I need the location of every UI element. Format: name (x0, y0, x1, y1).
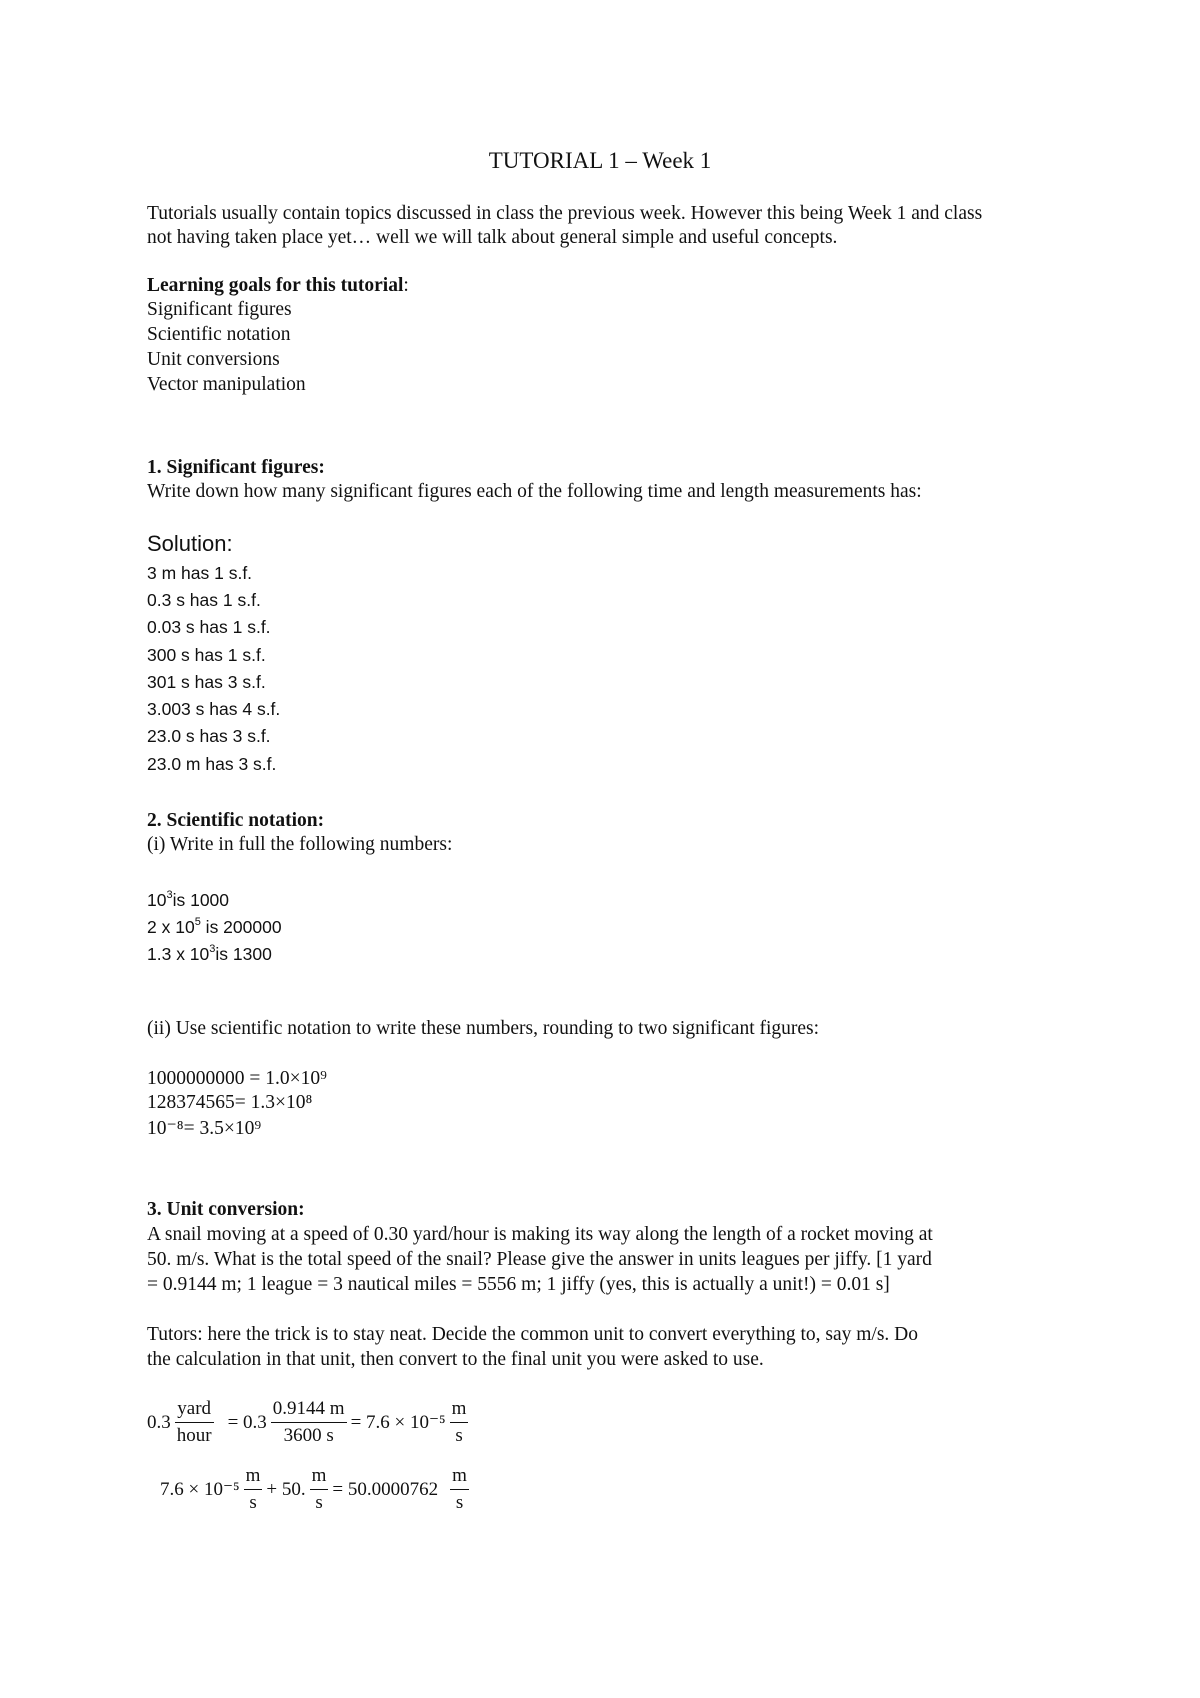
eq2-result: = 50.0000762 (332, 1478, 439, 1500)
eq2-fraction-units (310, 1465, 329, 1514)
eq1-fraction-result-units (450, 1398, 469, 1447)
sigfig-answer: 3 m has 1 s.f. (147, 563, 253, 583)
full-number-line (147, 890, 229, 911)
eq2-fraction-units (244, 1465, 263, 1514)
eq1-result: = 7.6 × 10⁻⁵ (350, 1412, 446, 1433)
equation-2 (160, 1465, 473, 1514)
full-number-line (147, 944, 272, 965)
exponent: 5 (194, 916, 201, 928)
full-number-line (147, 917, 282, 938)
eq2-denominator: s (455, 1492, 464, 1513)
solution-label: Solution: (147, 531, 233, 556)
goal-item: Significant figures (147, 299, 292, 320)
intro-line-2: not having taken place yet… well we will talk about general simple and useful concepts. (147, 227, 838, 248)
sigfig-answer: 0.3 s has 1 s.f. (147, 590, 261, 610)
eq2-numerator: m (244, 1465, 263, 1490)
eq2-fraction-result-units (450, 1465, 469, 1514)
sigfig-answer: 23.0 s has 3 s.f. (147, 726, 271, 746)
eq1-coefficient: 0.3 (147, 1411, 171, 1433)
eq1-numerator: yard (175, 1398, 214, 1423)
eq1-numerator: m (450, 1398, 469, 1423)
goal-item: Vector manipulation (147, 374, 306, 395)
equation-1 (147, 1398, 472, 1447)
sigfig-answer: 3.003 s has 4 s.f. (147, 699, 281, 719)
eq1-fraction-units (175, 1398, 214, 1447)
eq1-step: = 0.3 (227, 1411, 267, 1433)
tutor-note-line: the calculation in that unit, then convert to the final unit you were asked to use. (147, 1349, 764, 1370)
exponent: 3 (209, 943, 216, 955)
learning-goals-heading-text: Learning goals for this tutorial (147, 275, 404, 296)
exponent: 3 (166, 889, 173, 901)
section2-heading: 2. Scientific notation: (147, 810, 325, 831)
sigfig-answer: 23.0 m has 3 s.f. (147, 754, 277, 774)
problem-line: 50. m/s. What is the total speed of the snail? Please give the answer in units leagues per jiffy. [1 yard (147, 1249, 932, 1270)
eq1-fraction-conversion (271, 1398, 347, 1447)
eq2-denominator: s (315, 1492, 323, 1513)
intro-line-1: Tutorials usually contain topics discussed in class the previous week. However this being Week 1 and class (147, 203, 983, 224)
base-number: 1.3 x 10 (147, 944, 210, 964)
base-number: 2 x 10 (147, 917, 195, 937)
learning-goals-colon: : (403, 275, 409, 296)
goal-item: Scientific notation (147, 324, 291, 345)
eq1-denominator: s (455, 1425, 463, 1446)
eq2-numerator: m (310, 1465, 329, 1490)
eq1-numerator: 0.9144 m (271, 1398, 347, 1423)
goal-item: Unit conversions (147, 349, 280, 370)
base-number: 10 (147, 890, 167, 910)
section2-part2-prompt: (ii) Use scientific notation to write these numbers, rounding to two significant figures: (147, 1018, 820, 1039)
full-number-value: is 1000 (172, 890, 230, 910)
sigfig-answer: 301 s has 3 s.f. (147, 672, 266, 692)
eq1-denominator: hour (176, 1425, 212, 1446)
eq2-numerator: m (450, 1465, 469, 1490)
tutor-note-line: Tutors: here the trick is to stay neat. Decide the common unit to convert everything to, say m/s. Do (147, 1324, 919, 1345)
sci-notation-line: 128374565= 1.3×10⁸ (147, 1092, 313, 1113)
eq1-denominator: 3600 s (283, 1425, 334, 1446)
document-title: TUTORIAL 1 – Week 1 (488, 148, 712, 173)
sci-notation-line: 1000000000 = 1.0×10⁹ (147, 1068, 327, 1089)
section2-part1-prompt: (i) Write in full the following numbers: (147, 834, 453, 855)
eq2-term: 7.6 × 10⁻⁵ (160, 1479, 240, 1500)
full-number-value: is 1300 (215, 944, 272, 964)
learning-goals-heading (147, 275, 409, 297)
eq2-term: + 50. (266, 1478, 306, 1500)
eq2-denominator: s (249, 1492, 257, 1513)
sci-notation-line: 10⁻⁸= 3.5×10⁹ (147, 1118, 262, 1139)
problem-line: = 0.9144 m; 1 league = 3 nautical miles = 5556 m; 1 jiffy (yes, this is actually a unit!) = 0.01 s] (147, 1274, 890, 1295)
section3-heading: 3. Unit conversion: (147, 1199, 305, 1220)
section1-prompt: Write down how many significant figures each of the following time and length measurements has: (147, 481, 922, 502)
sigfig-answer: 300 s has 1 s.f. (147, 645, 266, 665)
section1-heading: 1. Significant figures: (147, 457, 325, 478)
sigfig-answer: 0.03 s has 1 s.f. (147, 617, 271, 637)
problem-line: A snail moving at a speed of 0.30 yard/hour is making its way along the length of a rocket moving at (147, 1224, 933, 1245)
full-number-value: is 200000 (200, 917, 282, 937)
